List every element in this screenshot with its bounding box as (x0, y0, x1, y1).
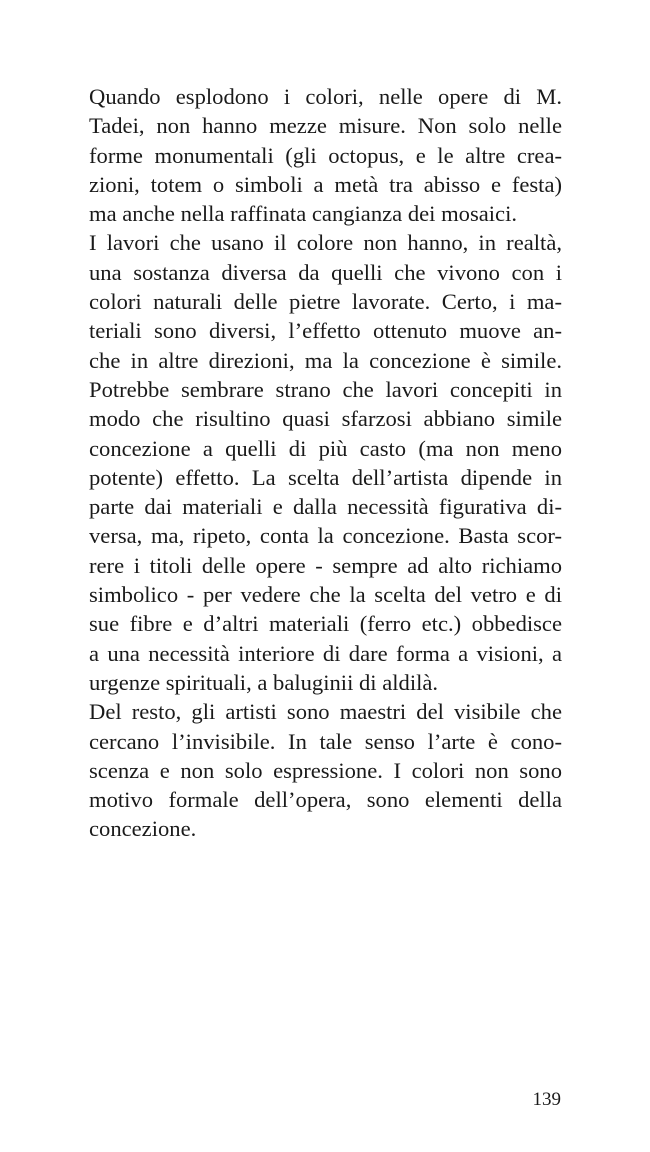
paragraph (89, 697, 562, 843)
text-line: Quando esplodono i colori, nelle opere di M. (89, 84, 562, 109)
text-line: versa, ma, ripeto, conta la concezione. Basta scor- (89, 523, 562, 549)
text-line: colori naturali delle pietre lavorate. Certo, i ma- (89, 289, 562, 315)
text-line: zioni, totem o simboli a metà tra abisso e festa) (89, 171, 562, 197)
text-line: urgenze spirituali, a baluginii di aldilà. (89, 669, 439, 695)
body-text (89, 82, 562, 844)
text-line: forme monumentali (gli octopus, e le altre crea- (89, 142, 562, 168)
text-line: che in altre direzioni, ma la concezione è simile. (89, 347, 562, 373)
page-number: 139 (532, 1089, 561, 1110)
text-line: sue fibre e d’altri materiali (ferro etc.) obbedisce (89, 611, 562, 637)
text-line: ma anche nella raffinata cangianza dei mosaici. (89, 201, 518, 227)
text-line: concezione a quelli di più casto (ma non meno (89, 435, 562, 461)
text-line: Tadei, non hanno mezze misure. Non solo nelle (89, 113, 562, 139)
text-line: cercano l’invisibile. In tale senso l’arte è cono- (89, 728, 562, 754)
text-line: parte dai materiali e dalla necessità figurativa di- (89, 494, 562, 520)
paragraph (89, 82, 562, 228)
text-line: teriali sono diversi, l’effetto ottenuto muove an- (89, 318, 562, 344)
text-line: scenza e non solo espressione. I colori non sono (89, 757, 562, 783)
text-line: Potrebbe sembrare strano che lavori concepiti in (89, 376, 562, 402)
text-line: Del resto, gli artisti sono maestri del visibile che (89, 699, 562, 725)
text-line: I lavori che usano il colore non hanno, in realtà, (89, 230, 562, 256)
text-line: modo che risultino quasi sfarzosi abbiano simile (89, 406, 562, 432)
paragraph (89, 228, 562, 697)
text-line: rere i titoli delle opere - sempre ad alto richiamo (89, 552, 562, 578)
text-line: una sostanza diversa da quelli che vivono con i (89, 259, 562, 285)
text-line: motivo formale dell’opera, sono elementi della (89, 787, 562, 813)
text-line: a una necessità interiore di dare forma a visioni, a (89, 640, 562, 666)
text-line: simbolico - per vedere che la scelta del vetro e di (89, 582, 562, 608)
text-line: potente) effetto. La scelta dell’artista dipende in (89, 464, 562, 490)
text-line: concezione. (89, 816, 197, 842)
